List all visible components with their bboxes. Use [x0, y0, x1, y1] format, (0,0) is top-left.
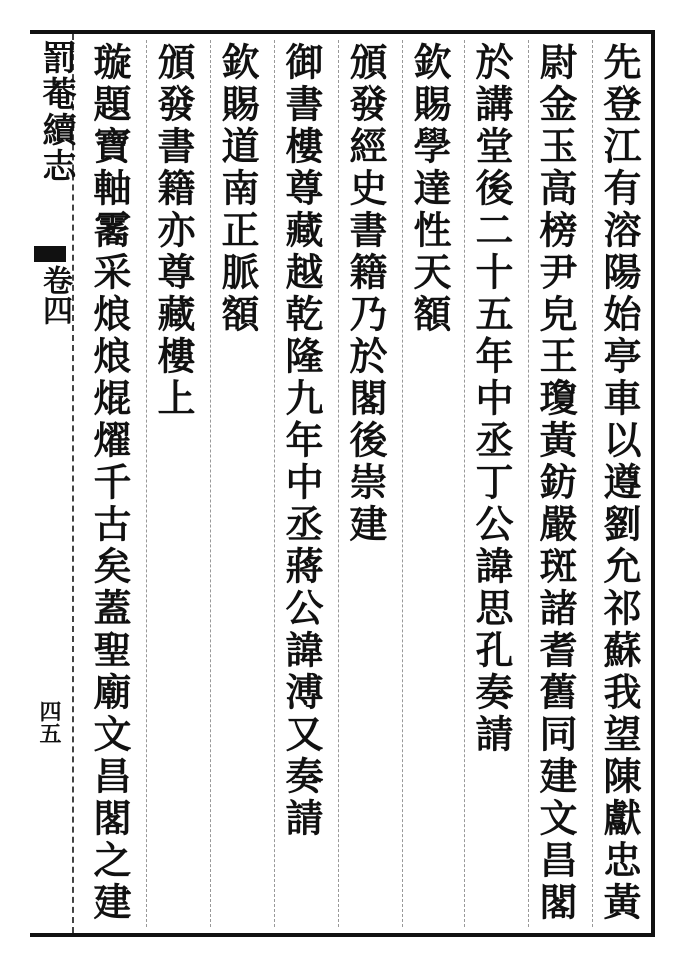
- text-column-5: 頒發經史書籍乃於閣後崇建: [343, 42, 388, 546]
- text-column-2: 尉金玉高榜尹皃王瓊黃鈁嚴斑諸耆舊同建文昌閣: [533, 42, 578, 924]
- column-divider: [592, 40, 593, 927]
- column-divider: [464, 40, 465, 927]
- text-column-6: 御書樓尊藏越乾隆九年中丞蔣公諱溥又奏請: [279, 42, 324, 840]
- book-title: 罰菴續志: [36, 40, 76, 184]
- column-divider: [402, 40, 403, 927]
- volume-label: 卷四: [37, 265, 72, 325]
- text-column-1: 先登江有溶陽始亭車以遵劉允祁蘇我望陳獻忠黃: [597, 42, 642, 924]
- text-column-3: 於講堂後二十五年中丞丁公諱思孔奏請: [469, 42, 514, 756]
- page-number: 四五: [36, 700, 62, 744]
- text-column-7: 欽賜道南正脈額: [215, 42, 260, 336]
- column-divider: [146, 40, 147, 927]
- column-divider: [210, 40, 211, 927]
- column-divider: [274, 40, 275, 927]
- column-divider: [338, 40, 339, 927]
- text-column-9: 璇題寶軸霱采烺烺焜燿千古矣蓋聖廟文昌閣之建: [87, 42, 132, 924]
- column-divider: [528, 40, 529, 927]
- text-column-8: 頒發書籍亦尊藏樓上: [151, 42, 196, 420]
- fishtail-mark: [34, 246, 66, 262]
- text-column-4: 欽賜學達性天額: [407, 42, 452, 336]
